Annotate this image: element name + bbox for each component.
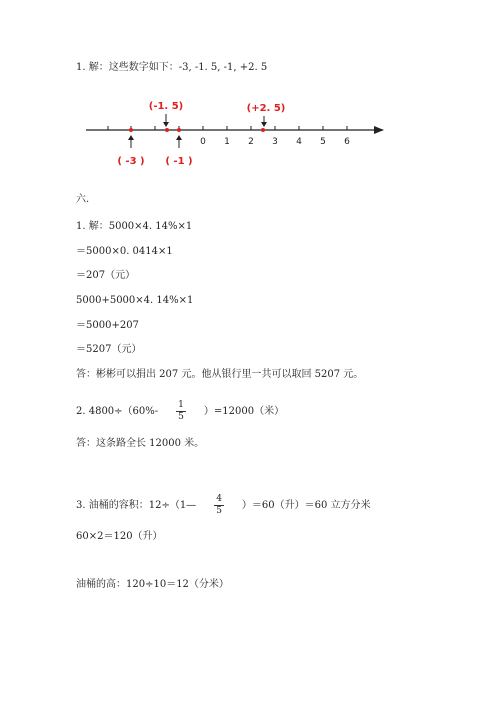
calc-line-4: 5000+5000×4. 14%×1 (76, 295, 194, 306)
tick-label-5: 5 (320, 137, 326, 147)
tick-label-2: 2 (248, 137, 254, 147)
calc-line-6: ＝5207（元） (76, 344, 142, 355)
q2-equation: 2. 4800÷（60%- $\frac{1}{5}$ ）=12000（米） (76, 400, 285, 422)
point-neg1 (177, 128, 181, 132)
answer-line-q2: 答：这条路全长 12000 米。 (76, 438, 205, 449)
calc-line-1: 1. 解：5000×4. 14%×1 (76, 221, 193, 232)
point-pos2-5 (261, 128, 265, 132)
q3-line-2: 60×2＝120（升） (76, 531, 163, 542)
answer-line-1: 1. 解：这些数字如下：-3, -1. 5, -1, +2. 5 (76, 62, 268, 73)
calc-line-3: ＝207（元） (76, 270, 136, 281)
calc-line-5: ＝5000+207 (76, 320, 139, 331)
point-neg3 (129, 128, 133, 132)
q3-equation: 3. 油桶的容积：12÷（1— $\frac{4}{5}$ ）＝60（升）＝60 立方分米 (76, 494, 371, 516)
label-neg3: ( -3 ) (117, 156, 145, 167)
label-neg1: ( -1 ) (165, 156, 193, 167)
point-neg1-5 (165, 128, 169, 132)
tick-label-1: 1 (224, 137, 230, 147)
number-line-figure (0, 90, 500, 210)
q3-fraction: $\frac{4}{5}$ (216, 494, 222, 516)
label-neg1-5: (-1. 5) (148, 101, 184, 112)
tick-label-6: 6 (344, 137, 350, 147)
calc-line-2: ＝5000×0. 0414×1 (76, 246, 173, 257)
tick-label-0: 0 (200, 137, 206, 147)
q3-line-3: 油桶的高：120÷10＝12（分米） (76, 579, 229, 590)
tick-label-4: 4 (296, 137, 302, 147)
number-line-arrowhead (374, 126, 384, 134)
q2-fraction: $\frac{1}{5}$ (178, 400, 184, 422)
section-heading: 六. (76, 194, 90, 205)
answer-line-q1: 答：彬彬可以捐出 207 元。他从银行里一共可以取回 5207 元。 (76, 369, 364, 380)
tick-label-3: 3 (272, 137, 278, 147)
label-pos2-5: (+2. 5) (246, 103, 286, 114)
